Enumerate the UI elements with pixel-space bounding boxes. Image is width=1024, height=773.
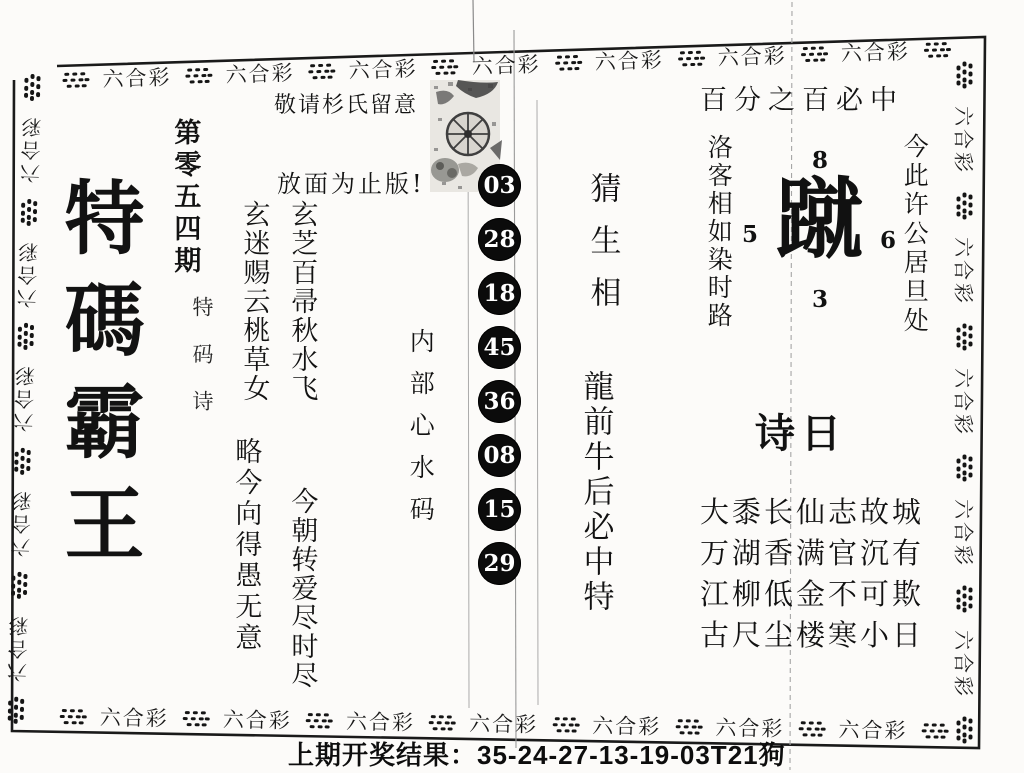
dots-cluster-icon (957, 62, 974, 88)
border-label: 六合彩 (222, 707, 293, 733)
border-label: 六合彩 (99, 705, 169, 731)
border-band-right (946, 66, 984, 738)
border-label: 六合彩 (8, 488, 35, 558)
issue-number: 第零五四期 (169, 118, 201, 278)
border-label: 六合彩 (15, 239, 42, 309)
poem-line: 古尺尘楼寒小日 (700, 618, 925, 652)
number-ball: 15 (478, 488, 521, 531)
dots-cluster-icon (957, 455, 974, 481)
dots-cluster-icon (308, 62, 335, 80)
border-label: 六合彩 (951, 629, 976, 699)
border-label: 六合彩 (715, 715, 785, 742)
previous-draw-result: 上期开奖结果：35-24-27-13-19-03T21狗 (288, 740, 786, 770)
inner-code-label: 内部心水码 (406, 328, 436, 538)
dots-cluster-icon (11, 572, 29, 598)
zodiac-heading: 猜生相 (584, 172, 621, 328)
notice-line-2: 放面为止版! (277, 170, 425, 198)
border-label: 六合彩 (225, 60, 295, 88)
dots-cluster-icon (957, 193, 974, 219)
dots-cluster-icon (185, 66, 212, 84)
dots-cluster-icon (62, 71, 89, 89)
big-char-number-right: 6 (879, 227, 896, 254)
dots-cluster-icon (431, 58, 458, 76)
border-label: 六合彩 (838, 717, 908, 744)
border-label: 六合彩 (5, 612, 32, 683)
dots-cluster-icon (677, 49, 704, 67)
number-ball: 29 (478, 542, 521, 585)
zodiac-line: 龍前牛后必中特 (577, 370, 614, 615)
number-ball: 36 (478, 380, 521, 423)
dots-cluster-icon (798, 720, 824, 737)
dots-cluster-icon (429, 714, 455, 731)
dots-cluster-icon (8, 697, 26, 723)
number-ball: 28 (478, 218, 521, 261)
border-label: 六合彩 (468, 711, 539, 737)
percent-claim: 百分之百必中 (700, 85, 904, 116)
verse-column-lue: 略今向得愚无意 (230, 437, 262, 654)
border-label: 六合彩 (348, 56, 419, 83)
dots-cluster-icon (21, 198, 39, 224)
border-label: 六合彩 (594, 48, 665, 75)
border-label: 六合彩 (840, 39, 911, 66)
poem-line: 大黍长仙志故城 (700, 495, 925, 529)
number-ball: 08 (478, 434, 521, 477)
big-char-number-top: 8 (811, 147, 829, 174)
verse-column-xuanzhi: 玄芝百帚秋水飞 (286, 200, 318, 403)
border-label: 六合彩 (102, 65, 172, 92)
border-label: 六合彩 (951, 236, 976, 306)
dots-cluster-icon (552, 716, 578, 733)
dots-cluster-icon (17, 323, 35, 349)
dots-cluster-icon (554, 53, 581, 71)
border-label: 六合彩 (471, 52, 542, 79)
dots-cluster-icon (14, 447, 32, 473)
verse-column-jinchao: 今朝转爱尽时尽 (286, 487, 318, 690)
poem-title: 诗日 (755, 410, 847, 457)
border-label: 六合彩 (951, 105, 976, 175)
claim-column-luoke: 洛客相如染时路 (704, 134, 734, 330)
dots-cluster-icon (957, 324, 974, 350)
claim-column-jinci: 今此许公居旦处 (900, 133, 930, 336)
border-label: 六合彩 (951, 498, 976, 568)
big-character-block (742, 145, 898, 313)
dots-cluster-icon (675, 718, 701, 735)
dots-cluster-icon (183, 710, 209, 727)
verse-column-xuanmi: 玄迷赐云桃草女 (238, 200, 270, 403)
big-character: 蹴 (775, 167, 865, 271)
number-ball: 45 (478, 326, 521, 369)
dots-cluster-icon (957, 717, 974, 743)
border-label: 六合彩 (951, 367, 976, 437)
border-label: 六合彩 (18, 114, 45, 185)
big-char-number-left: 5 (742, 221, 759, 248)
dots-cluster-icon (957, 586, 974, 612)
border-label: 六合彩 (592, 713, 662, 739)
number-ball: 03 (478, 164, 521, 207)
dots-cluster-icon (921, 722, 947, 739)
dots-cluster-icon (60, 707, 86, 724)
dots-cluster-icon (306, 712, 332, 729)
page-title: 特碼霸王 (51, 176, 145, 584)
border-label: 六合彩 (717, 43, 788, 71)
dots-cluster-icon (800, 45, 827, 63)
border-label: 六合彩 (12, 363, 39, 434)
number-ball-column (478, 164, 521, 596)
page-subtitle: 特码诗 (190, 296, 215, 437)
dots-cluster-icon (924, 41, 951, 59)
border-label: 六合彩 (345, 709, 416, 735)
notice-line-1: 敬请杉氏留意 (274, 93, 419, 118)
poem-line: 江柳低金不可欺 (700, 577, 925, 611)
dots-cluster-icon (24, 74, 42, 100)
poem-body (700, 492, 924, 656)
number-ball: 18 (478, 272, 521, 315)
big-char-number-bottom: 3 (811, 286, 829, 313)
poem-line: 万湖香满官沉有 (700, 536, 925, 570)
